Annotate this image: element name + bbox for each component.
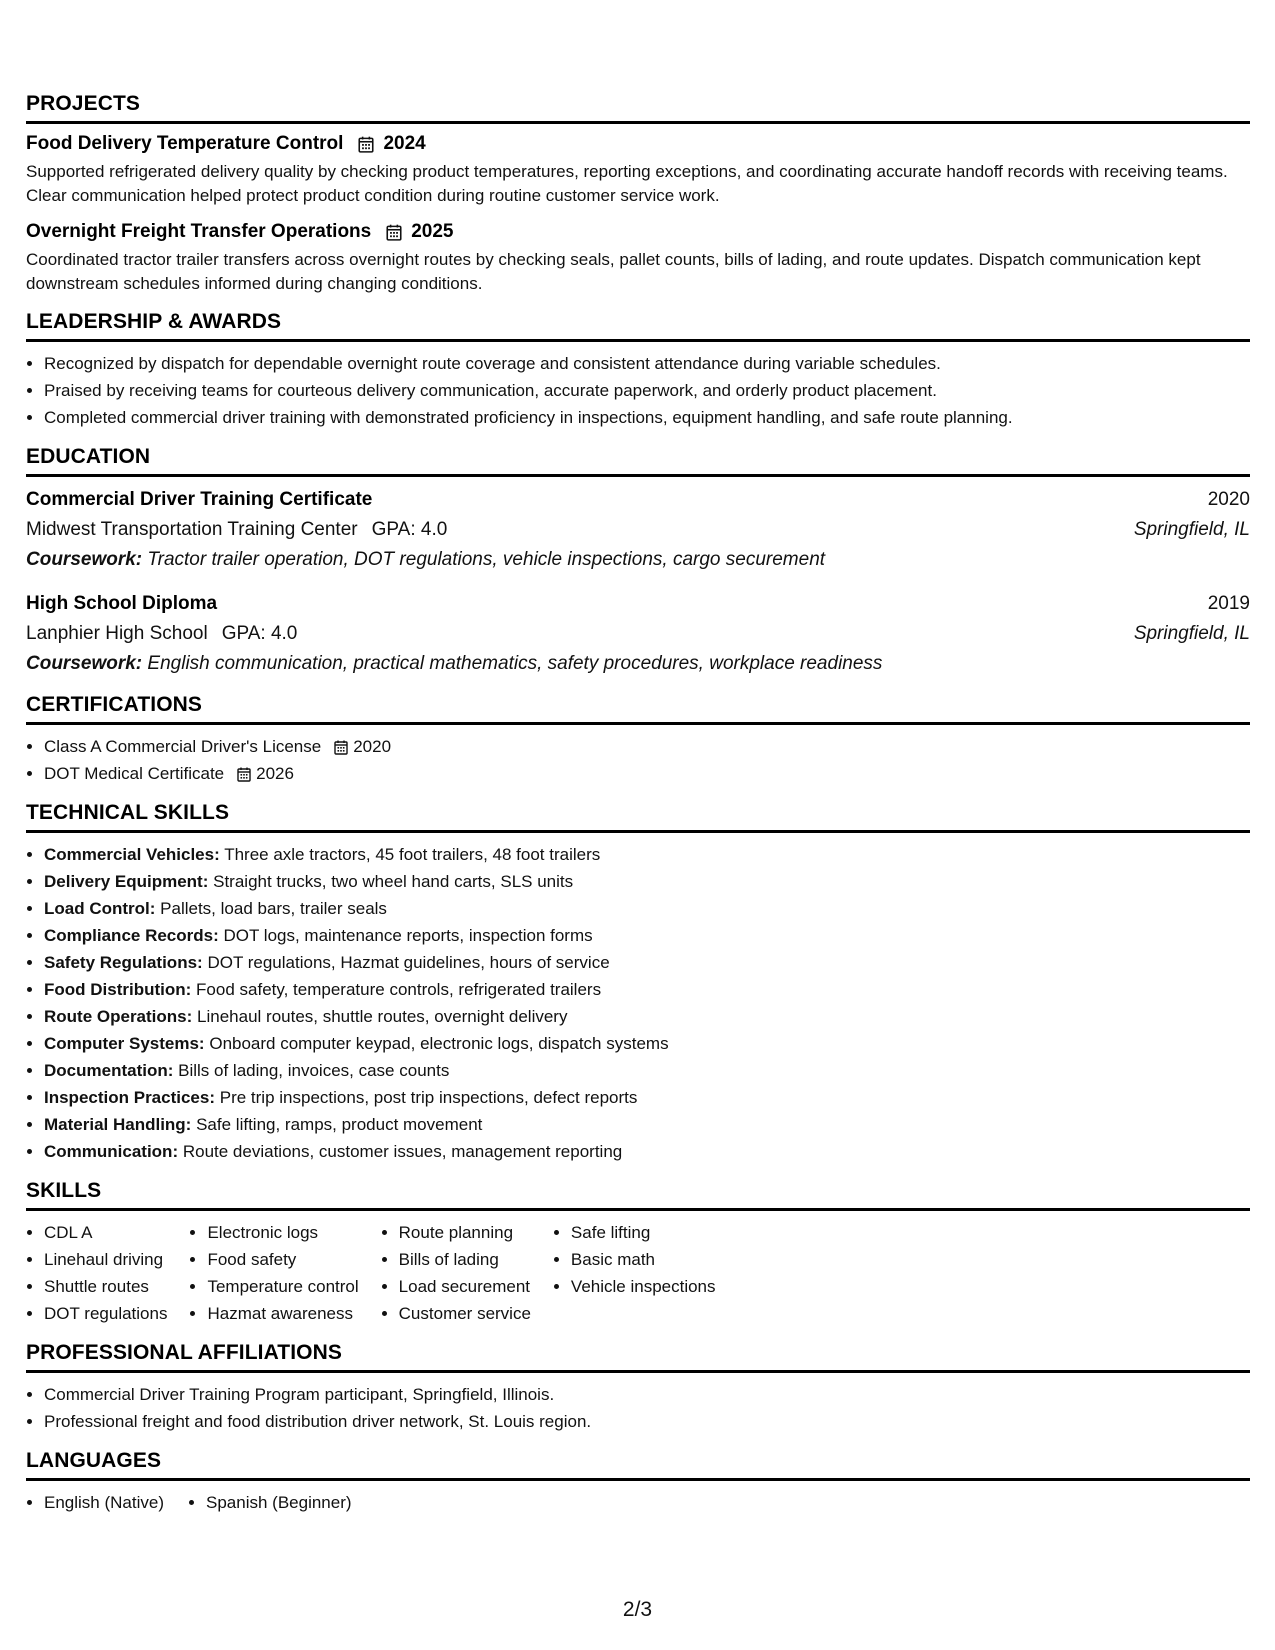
skill-item: • DOT regulations bbox=[44, 1300, 167, 1327]
coursework-text: English communication, practical mathematics, safety procedures, workplace readiness bbox=[147, 653, 883, 674]
skills-column bbox=[553, 1219, 716, 1327]
certification-item bbox=[44, 760, 1250, 787]
tech-skill-label: Compliance Records: bbox=[44, 926, 219, 945]
tech-skill-value: Three axle tractors, 45 foot trailers, 48 foot trailers bbox=[224, 845, 601, 864]
education-item bbox=[26, 589, 1250, 679]
tech-skill-item bbox=[44, 1030, 1250, 1057]
technical-skills-section bbox=[26, 801, 1250, 1165]
calendar-icon bbox=[333, 739, 349, 755]
skills-columns bbox=[26, 1219, 1250, 1327]
skill-item: • Hazmat awareness bbox=[207, 1300, 358, 1327]
tech-skill-item bbox=[44, 1084, 1250, 1111]
leadership-section bbox=[26, 310, 1250, 431]
tech-skill-value: DOT regulations, Hazmat guidelines, hours of service bbox=[207, 953, 610, 972]
tech-skill-item bbox=[44, 868, 1250, 895]
gpa: GPA: 4.0 bbox=[371, 519, 448, 540]
skills-section bbox=[26, 1179, 1250, 1327]
page-number: 2/3 bbox=[622, 1598, 653, 1621]
calendar-icon bbox=[236, 766, 252, 782]
calendar-icon bbox=[385, 223, 403, 241]
tech-skill-value: Safe lifting, ramps, product movement bbox=[196, 1115, 483, 1134]
section-title-languages: LANGUAGES bbox=[26, 1449, 1250, 1481]
project-description: Supported refrigerated delivery quality by checking product temperatures, reporting exceptions, and coordinating accurate handoff records with receiving teams. Clear communication helped protect product condition during routine customer service work. bbox=[26, 162, 1228, 205]
tech-skill-item bbox=[44, 841, 1250, 868]
education-item bbox=[26, 485, 1250, 575]
school-name: Lanphier High School bbox=[26, 623, 208, 644]
tech-skill-item bbox=[44, 976, 1250, 1003]
resume-page bbox=[26, 92, 1250, 1530]
tech-skill-label: Computer Systems: bbox=[44, 1034, 205, 1053]
skill-item: • Shuttle routes bbox=[44, 1273, 167, 1300]
calendar-icon bbox=[357, 135, 375, 153]
skill-item: • Vehicle inspections bbox=[571, 1273, 716, 1300]
projects-section bbox=[26, 92, 1250, 296]
certification-name: • Class A Commercial Driver's License bbox=[44, 737, 322, 756]
tech-skill-value: Bills of lading, invoices, case counts bbox=[178, 1061, 450, 1080]
section-title-technical-skills: TECHNICAL SKILLS bbox=[26, 801, 1250, 833]
tech-skill-item bbox=[44, 949, 1250, 976]
tech-skill-item bbox=[44, 1138, 1250, 1165]
tech-skill-value: Onboard computer keypad, electronic logs, dispatch systems bbox=[209, 1034, 669, 1053]
tech-skill-item bbox=[44, 1057, 1250, 1084]
tech-skill-item bbox=[44, 1003, 1250, 1030]
skills-column bbox=[189, 1219, 358, 1327]
coursework bbox=[26, 545, 1250, 575]
project-name: Food Delivery Temperature Control bbox=[26, 133, 344, 154]
skill-item: • Linehaul driving bbox=[44, 1246, 167, 1273]
coursework-label: Coursework: bbox=[26, 549, 143, 570]
school-name: Midwest Transportation Training Center bbox=[26, 519, 358, 540]
language-item: • English (Native) bbox=[44, 1489, 164, 1516]
tech-skill-value: DOT logs, maintenance reports, inspection forms bbox=[223, 926, 593, 945]
tech-skill-label: Commercial Vehicles: bbox=[44, 845, 220, 864]
project-item bbox=[26, 132, 1250, 208]
certification-item bbox=[44, 733, 1250, 760]
tech-skill-value: Pre trip inspections, post trip inspections, defect reports bbox=[219, 1088, 638, 1107]
tech-skill-label: Inspection Practices: bbox=[44, 1088, 216, 1107]
list-item: • Completed commercial driver training with demonstrated proficiency in inspections, equipment handling, and safe route planning. bbox=[44, 404, 1250, 431]
tech-skill-item bbox=[44, 922, 1250, 949]
skill-item: • Load securement bbox=[399, 1273, 531, 1300]
skill-item: • Safe lifting bbox=[571, 1219, 716, 1246]
section-title-certifications: CERTIFICATIONS bbox=[26, 693, 1250, 725]
education-section bbox=[26, 445, 1250, 679]
education-year: 2019 bbox=[1207, 593, 1250, 614]
education-location: Springfield, IL bbox=[1133, 623, 1250, 644]
degree-name: Commercial Driver Training Certificate bbox=[26, 489, 373, 510]
tech-skill-label: Material Handling: bbox=[44, 1115, 192, 1134]
list-item: • Recognized by dispatch for dependable overnight route coverage and consistent attendance during variable schedules. bbox=[44, 350, 1250, 377]
section-title-leadership: LEADERSHIP & AWARDS bbox=[26, 310, 1250, 342]
skills-column bbox=[26, 1219, 167, 1327]
tech-skill-label: Documentation: bbox=[44, 1061, 174, 1080]
project-year: 2025 bbox=[411, 221, 454, 242]
languages-section bbox=[26, 1449, 1250, 1516]
section-title-education: EDUCATION bbox=[26, 445, 1250, 477]
language-item: • Spanish (Beginner) bbox=[206, 1489, 352, 1516]
skill-item: • Basic math bbox=[571, 1246, 716, 1273]
tech-skill-label: Route Operations: bbox=[44, 1007, 193, 1026]
tech-skill-value: Food safety, temperature controls, refrigerated trailers bbox=[196, 980, 602, 999]
section-title-affiliations: PROFESSIONAL AFFILIATIONS bbox=[26, 1341, 1250, 1373]
skills-column bbox=[381, 1219, 531, 1327]
skill-item: • Temperature control bbox=[207, 1273, 358, 1300]
gpa: GPA: 4.0 bbox=[221, 623, 298, 644]
tech-skill-value: Pallets, load bars, trailer seals bbox=[160, 899, 387, 918]
skill-item: • Bills of lading bbox=[399, 1246, 531, 1273]
tech-skill-value: Linehaul routes, shuttle routes, overnight delivery bbox=[197, 1007, 568, 1026]
section-title-projects: PROJECTS bbox=[26, 92, 1250, 124]
coursework bbox=[26, 649, 1250, 679]
project-description: Coordinated tractor trailer transfers across overnight routes by checking seals, pallet counts, bills of lading, and route updates. Dispatch communication kept downstream schedules informed during changing conditions. bbox=[26, 250, 1201, 293]
skill-item: • Food safety bbox=[207, 1246, 358, 1273]
list-item: • Praised by receiving teams for courteous delivery communication, accurate paperwork, and orderly product placement. bbox=[44, 377, 1250, 404]
list-item: • Professional freight and food distribution driver network, St. Louis region. bbox=[44, 1408, 1250, 1435]
skill-item: • CDL A bbox=[44, 1219, 167, 1246]
certifications-section bbox=[26, 693, 1250, 787]
project-year: 2024 bbox=[383, 133, 426, 154]
certification-name: • DOT Medical Certificate bbox=[44, 764, 225, 783]
tech-skill-label: Delivery Equipment: bbox=[44, 872, 209, 891]
tech-skill-label: Safety Regulations: bbox=[44, 953, 203, 972]
tech-skill-item bbox=[44, 1111, 1250, 1138]
education-year: 2020 bbox=[1207, 489, 1250, 510]
coursework-text: Tractor trailer operation, DOT regulations, vehicle inspections, cargo securement bbox=[147, 549, 826, 570]
tech-skill-label: Load Control: bbox=[44, 899, 156, 918]
education-location: Springfield, IL bbox=[1133, 519, 1250, 540]
certification-year: 2026 bbox=[256, 764, 294, 783]
tech-skill-value: Straight trucks, two wheel hand carts, SLS units bbox=[213, 872, 574, 891]
skill-item: • Customer service bbox=[399, 1300, 531, 1327]
project-item bbox=[26, 220, 1250, 296]
degree-name: High School Diploma bbox=[26, 593, 218, 614]
list-item: • Commercial Driver Training Program participant, Springfield, Illinois. bbox=[44, 1381, 1250, 1408]
tech-skill-item bbox=[44, 895, 1250, 922]
section-title-skills: SKILLS bbox=[26, 1179, 1250, 1211]
certification-year: 2020 bbox=[353, 737, 392, 756]
tech-skill-label: Communication: bbox=[44, 1142, 179, 1161]
coursework-label: Coursework: bbox=[26, 653, 143, 674]
skill-item: • Electronic logs bbox=[207, 1219, 358, 1246]
affiliations-section bbox=[26, 1341, 1250, 1435]
tech-skill-label: Food Distribution: bbox=[44, 980, 192, 999]
tech-skill-value: Route deviations, customer issues, management reporting bbox=[182, 1142, 623, 1161]
skill-item: • Route planning bbox=[399, 1219, 531, 1246]
project-name: Overnight Freight Transfer Operations bbox=[26, 221, 372, 242]
